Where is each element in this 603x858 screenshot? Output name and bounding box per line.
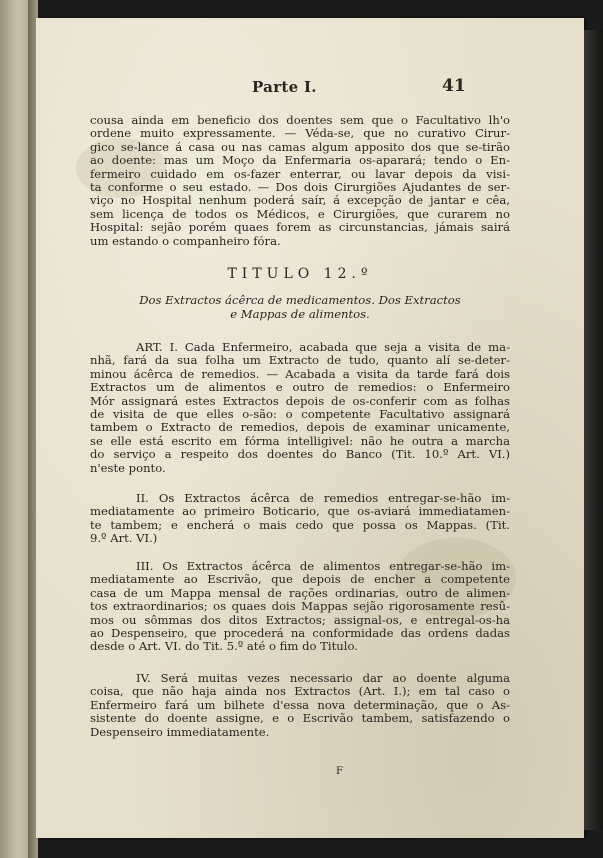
- text-line: mos ou sômmas dos ditos Extractos; assignal-os, e entregal-os-ha: [90, 612, 510, 627]
- titulo-heading: TITULO 12.º: [227, 266, 373, 282]
- text-line: viço no Hospital nenhum poderá saír, á excepção de jantar e cêa,: [90, 193, 510, 208]
- running-head: Parte I.: [252, 78, 317, 96]
- page-number: 41: [442, 76, 466, 96]
- text-line: Enfermeiro fará um bilhete d'essa nova determinação, que o As-: [90, 697, 510, 712]
- text-line: minou ácêrca de remedios. — Acabada a visita da tarde fará dois: [90, 366, 510, 381]
- article-3: [90, 560, 510, 654]
- text-line: nhã, fará da sua folha um Extracto de tudo, quanto alí se-deter-: [90, 353, 510, 368]
- article-2: [90, 492, 510, 546]
- text-line: ordene muito expressamente. — Véda-se, que no curativo Cirur-: [90, 126, 510, 141]
- text-line: um estando o companheiro fóra.: [90, 233, 281, 248]
- text-line: tos extraordinarios; os quaes dois Mappas sejão rigorosamente resû-: [90, 599, 510, 614]
- text-line: desde o Art. VI. do Tit. 5.º até o fim do Titulo.: [90, 639, 358, 654]
- text-line: mediatamente ao Escrivão, que depois de encher a competente: [90, 572, 510, 587]
- subtitle-line: Dos Extractos ácêrca de medicamentos. Dos Extractos: [139, 293, 461, 307]
- text-line: do serviço a respeito dos doentes do Banco (Tit. 10.º Art. VI.): [90, 447, 510, 462]
- text-line: Hospital: sejão porém quaes forem as circunstancias, jámais sairá: [90, 220, 510, 235]
- text-line: ao doente: mas um Moço da Enfermaria os-aparará; tendo o En-: [90, 153, 510, 168]
- text-line: II. Os Extractos ácêrca de remedios entregar-se-hão im-: [136, 491, 510, 505]
- section-heading: [90, 266, 510, 321]
- text-line: cousa ainda em beneficio dos doentes sem que o Facultativo lh'o: [90, 113, 510, 127]
- text-line: fermeiro cuidado em os-fazer enterrar, ou lavar depois da visi-: [90, 166, 510, 181]
- text-line: ART. I. Cada Enfermeiro, acabada que seja a visita de ma-: [136, 340, 510, 354]
- text-line: ao Despenseiro, que procederá na conformidade das ordens dadas: [90, 626, 510, 641]
- text-line: ta conforme o seu estado. — Dos dois Cirurgiões Ajudantes de ser-: [90, 180, 510, 195]
- text-line: gico se-lance á casa ou nas camas algum apposito dos que se-tirão: [90, 139, 510, 154]
- text-line: coisa, que não haja ainda nos Extractos (Art. I.); em tal caso o: [90, 684, 510, 699]
- page-edge-shadow: [584, 30, 603, 830]
- text-line: mediatamente ao primeiro Boticario, que os-aviará immediatamen-: [90, 504, 510, 519]
- text-line: sistente do doente assigne, e o Escrivão tambem, satisfazendo o: [90, 711, 510, 726]
- text-line: te tambem; e encherá o mais cedo que possa os Mappas. (Tit.: [90, 517, 510, 532]
- text-line: 9.º Art. VI.): [90, 531, 158, 546]
- text-line: de visita de que elles o-são: o competente Facultativo assignará: [90, 407, 510, 422]
- article-4: [90, 672, 510, 739]
- text-line: Extractos um de alimentos e outro de remedios: o Enfermeiro: [90, 380, 510, 395]
- article-1: [90, 341, 510, 475]
- subtitle-line: e Mappas de alimentos.: [230, 307, 370, 321]
- book-page: [36, 18, 584, 838]
- text-line: tambem o Extracto de remedios, depois de examinar unicamente,: [90, 420, 510, 435]
- text-line: Mór assignará estes Extractos depois de os-conferir com as folhas: [90, 393, 510, 408]
- text-line: IV. Será muitas vezes necessario dar ao doente alguma: [136, 671, 510, 685]
- text-line: sem licença de todos os Médicos, e Cirurgiões, que curarem no: [90, 206, 510, 221]
- text-line: Despenseiro immediatamente.: [90, 724, 270, 739]
- text-line: se elle está escrito em fórma intelligivel: não he outra a marcha: [90, 433, 510, 448]
- facing-page-edge: [0, 0, 30, 858]
- page-header: [36, 76, 584, 100]
- text-line: casa de um Mappa mensal de rações ordinarias, outro de alimen-: [90, 585, 510, 600]
- signature-mark: F: [336, 766, 343, 777]
- text-line: n'este ponto.: [90, 460, 166, 475]
- text-line: III. Os Extractos ácêrca de alimentos entregar-se-hão im-: [136, 559, 510, 573]
- paragraph-continuation: [90, 114, 510, 248]
- titulo-subtitle: [90, 293, 510, 321]
